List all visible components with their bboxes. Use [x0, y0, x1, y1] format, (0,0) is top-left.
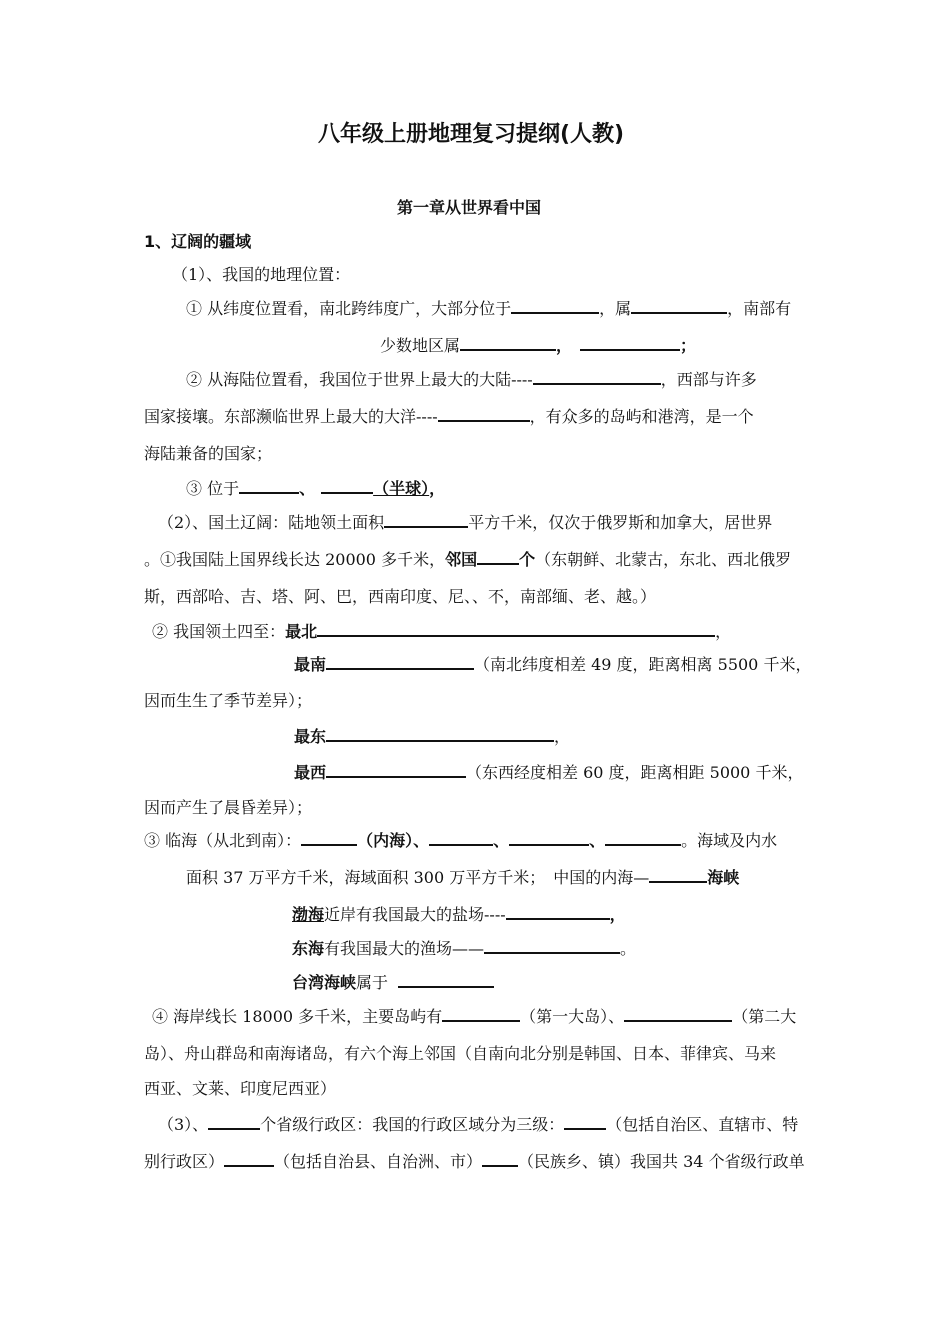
text: （民族乡、镇）我国共 34 个省级行政单 — [518, 1152, 805, 1171]
page-title: 八年级上册地理复习提纲(人教) — [318, 122, 625, 147]
text: 、 — [493, 831, 510, 850]
text: 最北 — [285, 622, 318, 641]
text: ④ 海岸线长 18000 多千米，主要岛屿有 — [152, 1007, 443, 1026]
text: ， — [609, 905, 626, 924]
text: 最西 — [294, 763, 327, 782]
para-latitude-cont — [380, 335, 696, 357]
blank-field[interactable] — [482, 1151, 518, 1167]
para-territory — [158, 512, 772, 534]
text: （第一大岛）、 — [520, 1007, 625, 1026]
para-west — [294, 762, 803, 784]
para-neighbors: 斯，西部哈、吉、塔、阿、巴，西南印度、尼、、不，南部缅、老、越。） — [144, 587, 657, 606]
blank-field[interactable] — [398, 972, 494, 988]
text: 东海 — [292, 939, 325, 958]
para-sea-area — [186, 867, 739, 889]
text: 近岸有我国最大的盐场---- — [324, 905, 506, 924]
text: （包括自治区、直辖市、特 — [606, 1115, 799, 1134]
para-sea-land — [186, 369, 757, 391]
para-east — [294, 726, 570, 748]
text: ② 我国领土四至： — [152, 622, 286, 641]
para-hemisphere — [186, 478, 445, 500]
text: （内海） — [357, 831, 414, 850]
text: 。海域及内水 — [681, 831, 778, 850]
text: 。 — [620, 939, 637, 958]
para-south — [294, 654, 811, 676]
blank-field[interactable] — [321, 478, 373, 494]
para-south-cont: 因而生生了季节差异）； — [144, 691, 313, 710]
para-islands: 岛）、舟山群岛和南海诸岛，有六个海上邻国（自南向北分别是韩国、日本、菲律宾、马来 — [144, 1044, 777, 1063]
text: 属于 — [356, 973, 389, 992]
text: （东朝鲜、北蒙古，东北、西北俄罗 — [535, 550, 792, 569]
text: 平方千米，仅次于俄罗斯和加拿大，居世界 — [468, 513, 773, 532]
blank-field[interactable] — [326, 654, 474, 670]
blank-field[interactable] — [533, 369, 661, 385]
blank-field[interactable] — [631, 298, 727, 314]
text: 渤海 — [292, 905, 325, 924]
text: ③ 临海（从北到南）： — [144, 831, 302, 850]
blank-field[interactable] — [624, 1006, 732, 1022]
blank-field[interactable] — [442, 1006, 520, 1022]
text: ，属 — [599, 299, 632, 318]
text: （半球） — [373, 479, 430, 498]
text: ， — [715, 622, 732, 641]
blank-field[interactable] — [429, 830, 493, 846]
blank-field[interactable] — [301, 830, 357, 846]
blank-field[interactable] — [564, 1114, 606, 1130]
para-border — [144, 549, 791, 571]
para-provinces — [158, 1114, 798, 1136]
para-extremes — [152, 621, 731, 643]
blank-field[interactable] — [511, 298, 599, 314]
para-donghai — [292, 938, 636, 960]
blank-field[interactable] — [580, 335, 680, 351]
para-islands-cont: 西亚、文莱、印度尼西亚） — [144, 1079, 337, 1098]
text: （3）、 — [158, 1115, 209, 1134]
para-taiwan-strait — [292, 972, 494, 994]
text: 邻国 — [445, 550, 478, 569]
text: 面积 37 万平方千米，海域面积 300 万平方千米； 中国的内海— — [186, 868, 650, 887]
blank-field[interactable] — [477, 549, 519, 565]
para-coastline — [152, 1006, 796, 1028]
text: 少数地区属 — [380, 336, 461, 355]
text: ，有众多的岛屿和港湾，是一个 — [529, 407, 754, 426]
blank-field[interactable] — [326, 762, 466, 778]
text: ② 从海陆位置看，我国位于世界上最大的大陆---- — [186, 370, 533, 389]
text: ， — [554, 727, 571, 746]
para-sea-land-cont — [144, 406, 754, 428]
blank-field[interactable] — [438, 406, 530, 422]
text: 国家接壤。东部濒临世界上最大的大洋---- — [144, 407, 438, 426]
blank-field[interactable] — [326, 726, 554, 742]
text: 个省级行政区：我国的行政区域分为三级： — [260, 1115, 565, 1134]
text: 个 — [519, 550, 536, 569]
section-heading: 1、辽阔的疆域 — [144, 232, 252, 251]
text: ； — [680, 336, 697, 355]
text: ① 从纬度位置看，南北跨纬度广，大部分位于 — [186, 299, 512, 318]
blank-field[interactable] — [208, 1114, 260, 1130]
text: （南北纬度相差 49 度，距离相离 5500 千米， — [474, 655, 812, 674]
para-west-cont: 因而产生了晨昏差异）； — [144, 798, 313, 817]
blank-field[interactable] — [224, 1151, 274, 1167]
blank-field[interactable] — [239, 478, 299, 494]
text: ，西部与许多 — [660, 370, 757, 389]
blank-field[interactable] — [605, 830, 681, 846]
para-latitude — [186, 298, 791, 320]
text: 最南 — [294, 655, 327, 674]
blank-field[interactable] — [317, 621, 715, 637]
text: （东西经度相差 60 度，距离相距 5000 千米， — [466, 763, 804, 782]
blank-field[interactable] — [649, 867, 707, 883]
text: ，南部有 — [727, 299, 792, 318]
para-seas — [144, 830, 777, 852]
chapter-heading: 第一章从世界看中国 — [397, 198, 542, 217]
text: 。①我国陆上国界线长达 20000 多千米， — [144, 550, 446, 569]
blank-field[interactable] — [509, 830, 589, 846]
text: 台湾海峡 — [292, 973, 357, 992]
blank-field[interactable] — [506, 904, 610, 920]
text: 、 — [299, 479, 316, 498]
para-bohai — [292, 904, 626, 926]
para-location-heading: （1）、我国的地理位置： — [172, 265, 351, 284]
text: （包括自治县、自治洲、市） — [274, 1152, 483, 1171]
text: （第二大 — [732, 1007, 797, 1026]
text: 别行政区） — [144, 1152, 225, 1171]
text: 、 — [589, 831, 606, 850]
blank-field[interactable] — [484, 938, 620, 954]
text: 、 — [413, 831, 430, 850]
text: ③ 位于 — [186, 479, 240, 498]
text: ， — [556, 336, 573, 355]
text: 有我国最大的渔场—— — [324, 939, 485, 958]
para-sea-land-end: 海陆兼备的国家； — [144, 444, 273, 463]
para-provinces-cont — [144, 1151, 805, 1173]
text: （2）、国土辽阔：陆地领土面积 — [158, 513, 385, 532]
text: 海峡 — [707, 868, 740, 887]
blank-field[interactable] — [384, 512, 468, 528]
blank-field[interactable] — [460, 335, 556, 351]
text: ， — [429, 479, 446, 498]
text: 最东 — [294, 727, 327, 746]
